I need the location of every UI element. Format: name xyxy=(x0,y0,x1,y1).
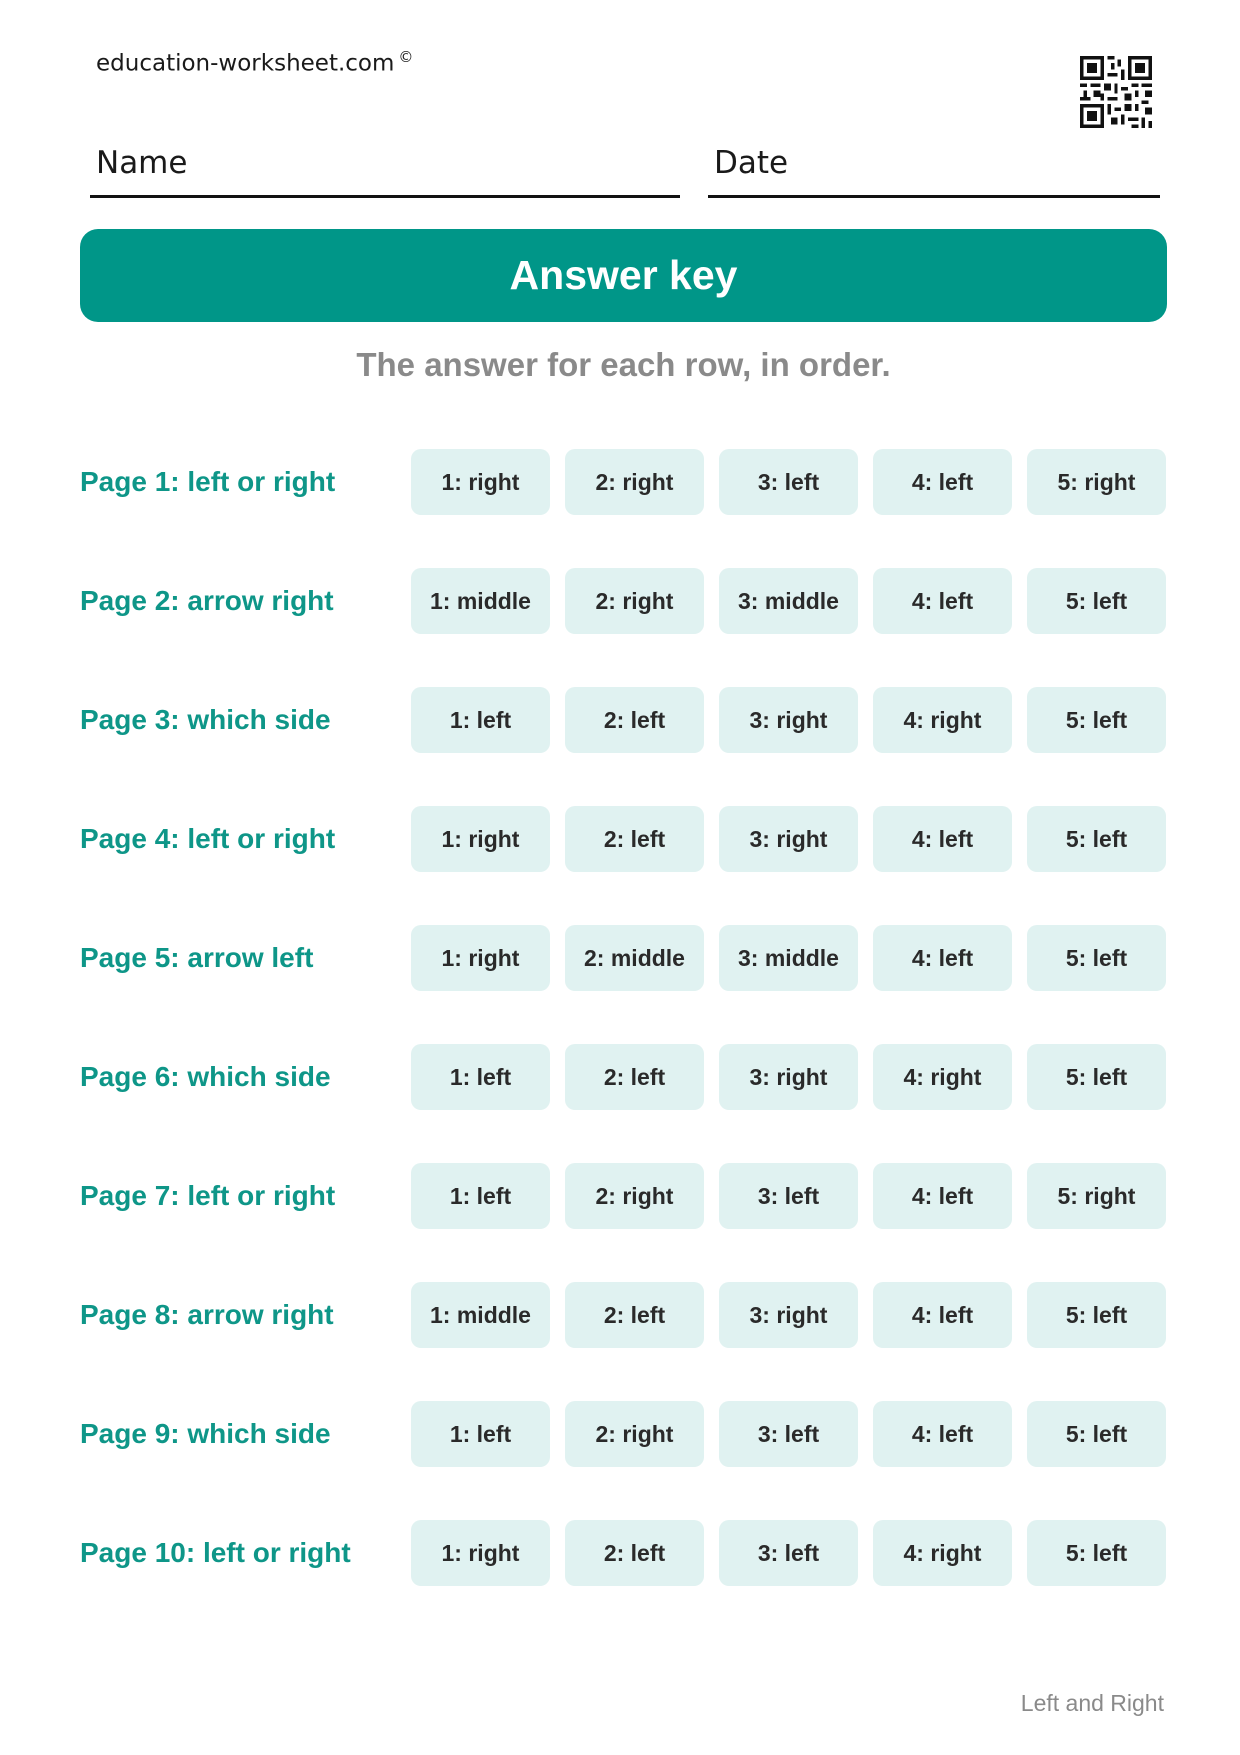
answer-chip: 2: right xyxy=(565,1163,704,1229)
answer-chip: 3: middle xyxy=(719,568,858,634)
answer-chip: 1: right xyxy=(411,449,550,515)
answer-key-banner xyxy=(80,229,1167,322)
answer-chip: 5: left xyxy=(1027,1401,1166,1467)
answer-chip: 1: left xyxy=(411,1044,550,1110)
answer-chip: 4: left xyxy=(873,806,1012,872)
answer-chip: 3: middle xyxy=(719,925,858,991)
answer-chips xyxy=(411,568,1166,634)
answer-chip: 1: right xyxy=(411,925,550,991)
answer-chips xyxy=(411,1044,1166,1110)
answer-row xyxy=(80,1282,1167,1348)
row-label: Page 1: left or right xyxy=(80,466,336,497)
answer-chip: 5: right xyxy=(1027,449,1166,515)
copyright-symbol: © xyxy=(398,48,414,66)
row-label: Page 8: arrow right xyxy=(80,1299,334,1330)
answer-chip: 2: left xyxy=(565,687,704,753)
answer-chip: 2: right xyxy=(565,1401,704,1467)
answer-chip: 3: left xyxy=(719,449,858,515)
name-label: Name xyxy=(96,145,188,181)
answer-chip: 5: left xyxy=(1027,806,1166,872)
answer-row xyxy=(80,806,1167,872)
answer-chip: 1: left xyxy=(411,687,550,753)
answer-chip: 1: right xyxy=(411,806,550,872)
answer-chip: 5: left xyxy=(1027,687,1166,753)
answer-chips xyxy=(411,806,1166,872)
row-label: Page 9: which side xyxy=(80,1418,331,1449)
subtitle: The answer for each row, in order. xyxy=(356,346,891,383)
brand-text: education-worksheet.com xyxy=(96,50,395,77)
row-label: Page 5: arrow left xyxy=(80,942,314,973)
answer-chip: 4: left xyxy=(873,1401,1012,1467)
answer-chip: 4: left xyxy=(873,449,1012,515)
answer-chip: 2: right xyxy=(565,449,704,515)
answer-chip: 5: left xyxy=(1027,568,1166,634)
answer-row xyxy=(80,449,1167,515)
answer-chips xyxy=(411,1163,1166,1229)
answer-chip: 3: right xyxy=(719,1044,858,1110)
answer-chip: 2: left xyxy=(565,1282,704,1348)
answer-chip: 2: left xyxy=(565,1520,704,1586)
answer-chip: 1: left xyxy=(411,1163,550,1229)
answer-chip: 4: left xyxy=(873,568,1012,634)
row-label: Page 10: left or right xyxy=(80,1537,351,1568)
answer-chip: 5: left xyxy=(1027,1282,1166,1348)
answer-chip: 1: middle xyxy=(411,568,550,634)
answer-row xyxy=(80,687,1167,753)
banner-title: Answer key xyxy=(509,252,738,298)
footer-title: Left and Right xyxy=(1020,1690,1164,1716)
answer-chips xyxy=(411,925,1166,991)
answer-chip: 2: left xyxy=(565,1044,704,1110)
answer-chips xyxy=(411,449,1166,515)
answer-row xyxy=(80,568,1167,634)
name-field[interactable] xyxy=(90,145,680,198)
answer-chip: 1: left xyxy=(411,1401,550,1467)
answer-chip: 3: right xyxy=(719,1282,858,1348)
answer-chip: 1: right xyxy=(411,1520,550,1586)
answer-chip: 2: left xyxy=(565,806,704,872)
answer-chip: 4: right xyxy=(873,1520,1012,1586)
answer-chip: 5: left xyxy=(1027,925,1166,991)
answer-chip: 5: right xyxy=(1027,1163,1166,1229)
date-label: Date xyxy=(714,145,789,181)
answer-chip: 3: left xyxy=(719,1163,858,1229)
row-label: Page 6: which side xyxy=(80,1061,331,1092)
answer-rows xyxy=(80,449,1167,1639)
answer-chip: 2: middle xyxy=(565,925,704,991)
answer-chip: 4: right xyxy=(873,687,1012,753)
row-label: Page 7: left or right xyxy=(80,1180,336,1211)
answer-chips xyxy=(411,1282,1166,1348)
row-label: Page 2: arrow right xyxy=(80,585,334,616)
answer-chips xyxy=(411,687,1166,753)
answer-chip: 4: left xyxy=(873,1282,1012,1348)
answer-chips xyxy=(411,1401,1166,1467)
answer-chip: 3: left xyxy=(719,1401,858,1467)
answer-row xyxy=(80,1401,1167,1467)
site-brand xyxy=(96,48,413,77)
answer-chip: 5: left xyxy=(1027,1044,1166,1110)
row-label: Page 4: left or right xyxy=(80,823,336,854)
answer-chips xyxy=(411,1520,1166,1586)
answer-chip: 3: left xyxy=(719,1520,858,1586)
answer-row xyxy=(80,1520,1167,1586)
answer-row xyxy=(80,1163,1167,1229)
answer-chip: 2: right xyxy=(565,568,704,634)
row-label: Page 3: which side xyxy=(80,704,331,735)
answer-row xyxy=(80,925,1167,991)
answer-row xyxy=(80,1044,1167,1110)
answer-chip: 4: left xyxy=(873,925,1012,991)
answer-chip: 4: right xyxy=(873,1044,1012,1110)
date-field[interactable] xyxy=(708,145,1160,198)
answer-chip: 1: middle xyxy=(411,1282,550,1348)
answer-chip: 3: right xyxy=(719,687,858,753)
answer-chip: 3: right xyxy=(719,806,858,872)
answer-chip: 4: left xyxy=(873,1163,1012,1229)
qr-code-icon xyxy=(1080,56,1152,128)
answer-chip: 5: left xyxy=(1027,1520,1166,1586)
